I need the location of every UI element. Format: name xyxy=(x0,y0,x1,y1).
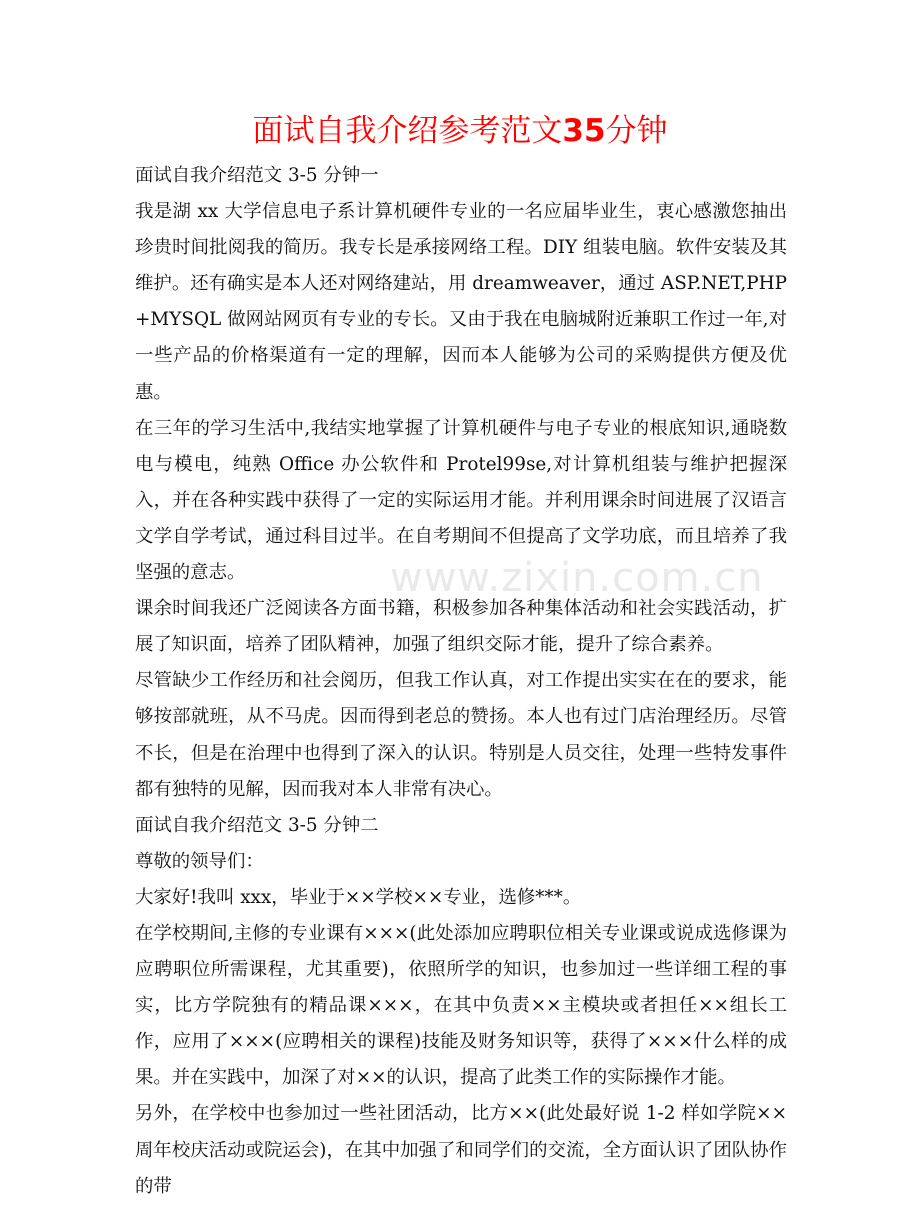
paragraph: 我是湖 xx 大学信息电子系计算机硬件专业的一名应届毕业生，衷心感激您抽出珍贵时间批阅我的简历。我专长是承接网络工程。DIY 组装电脑。软件安装及其维护。还有确实是本人还对网络建站，用 dreamweaver，通过 ASP.NET,PHP+MYSQL 做网站网页有专业的专长。又由于我在电脑城附近兼职工作过一年,对一些产品的价格渠道有一定的理解，因而本人能够为公司的采购提供方便及优惠。 xyxy=(135,201,787,403)
paragraph: 课余时间我还广泛阅读各方面书籍，积极参加各种集体活动和社会实践活动，扩展了知识面，培养了团队精神，加强了组织交际才能，提升了综合素养。 xyxy=(135,598,787,656)
watermark: www.zixin.com.cn xyxy=(390,555,764,601)
salutation: 尊敬的领导们： xyxy=(135,850,264,872)
title-prefix: 面试自我介绍参考范文 xyxy=(252,113,563,149)
paragraph: 在学校期间,主修的专业课有×××(此处添加应聘职位相关专业课或说成选修课为应聘职位所需课程，尤其重要)，依照所学的知识，也参加过一些详细工程的事实，比方学院独有的精品课×××，在其中负责××主模块或者担任××组长工作，应用了×××(应聘相关的课程)技能及财务知识等，获得了×××什么样的成果。并在实践中，加深了对××的认识，提高了此类工作的实际操作才能。 xyxy=(135,922,787,1089)
title-number: 35 xyxy=(562,113,606,149)
section-heading-2: 面试自我介绍范文 3-5 分钟二 xyxy=(135,814,379,836)
paragraph: 在三年的学习生活中,我结实地掌握了计算机硬件与电子专业的根底知识,通晓数电与模电，纯熟 Office 办公软件和 Protel99se,对计算机组装与维护把握深入，并在各种实践中获得了一定的实际运用才能。并利用课余时间进展了汉语言文学自学考试，通过科目过半。在自考期间不但提高了文学功底，而且培养了我坚强的意志。 xyxy=(135,417,787,584)
paragraph: 尽管缺少工作经历和社会阅历，但我工作认真，对工作提出实实在在的要求，能够按部就班，从不马虎。因而得到老总的赞扬。本人也有过门店治理经历。尽管不长，但是在治理中也得到了深入的认识。特别是人员交往，处理一些特发事件都有独特的见解，因而我对本人非常有决心。 xyxy=(135,670,787,800)
title-suffix: 分钟 xyxy=(605,113,668,149)
paragraph: 大家好!我叫 xxx，毕业于××学校××专业，选修***。 xyxy=(135,886,582,908)
document-title xyxy=(0,110,920,152)
section-heading-1: 面试自我介绍范文 3-5 分钟一 xyxy=(135,165,379,186)
paragraph: 另外，在学校中也参加过一些社团活动，比方××(此处最好说 1-2 样如学院××周年校庆活动或院运会)，在其中加强了和同学们的交流，全方面认识了团队协作的带 xyxy=(135,1103,787,1197)
document-body xyxy=(135,158,787,1205)
